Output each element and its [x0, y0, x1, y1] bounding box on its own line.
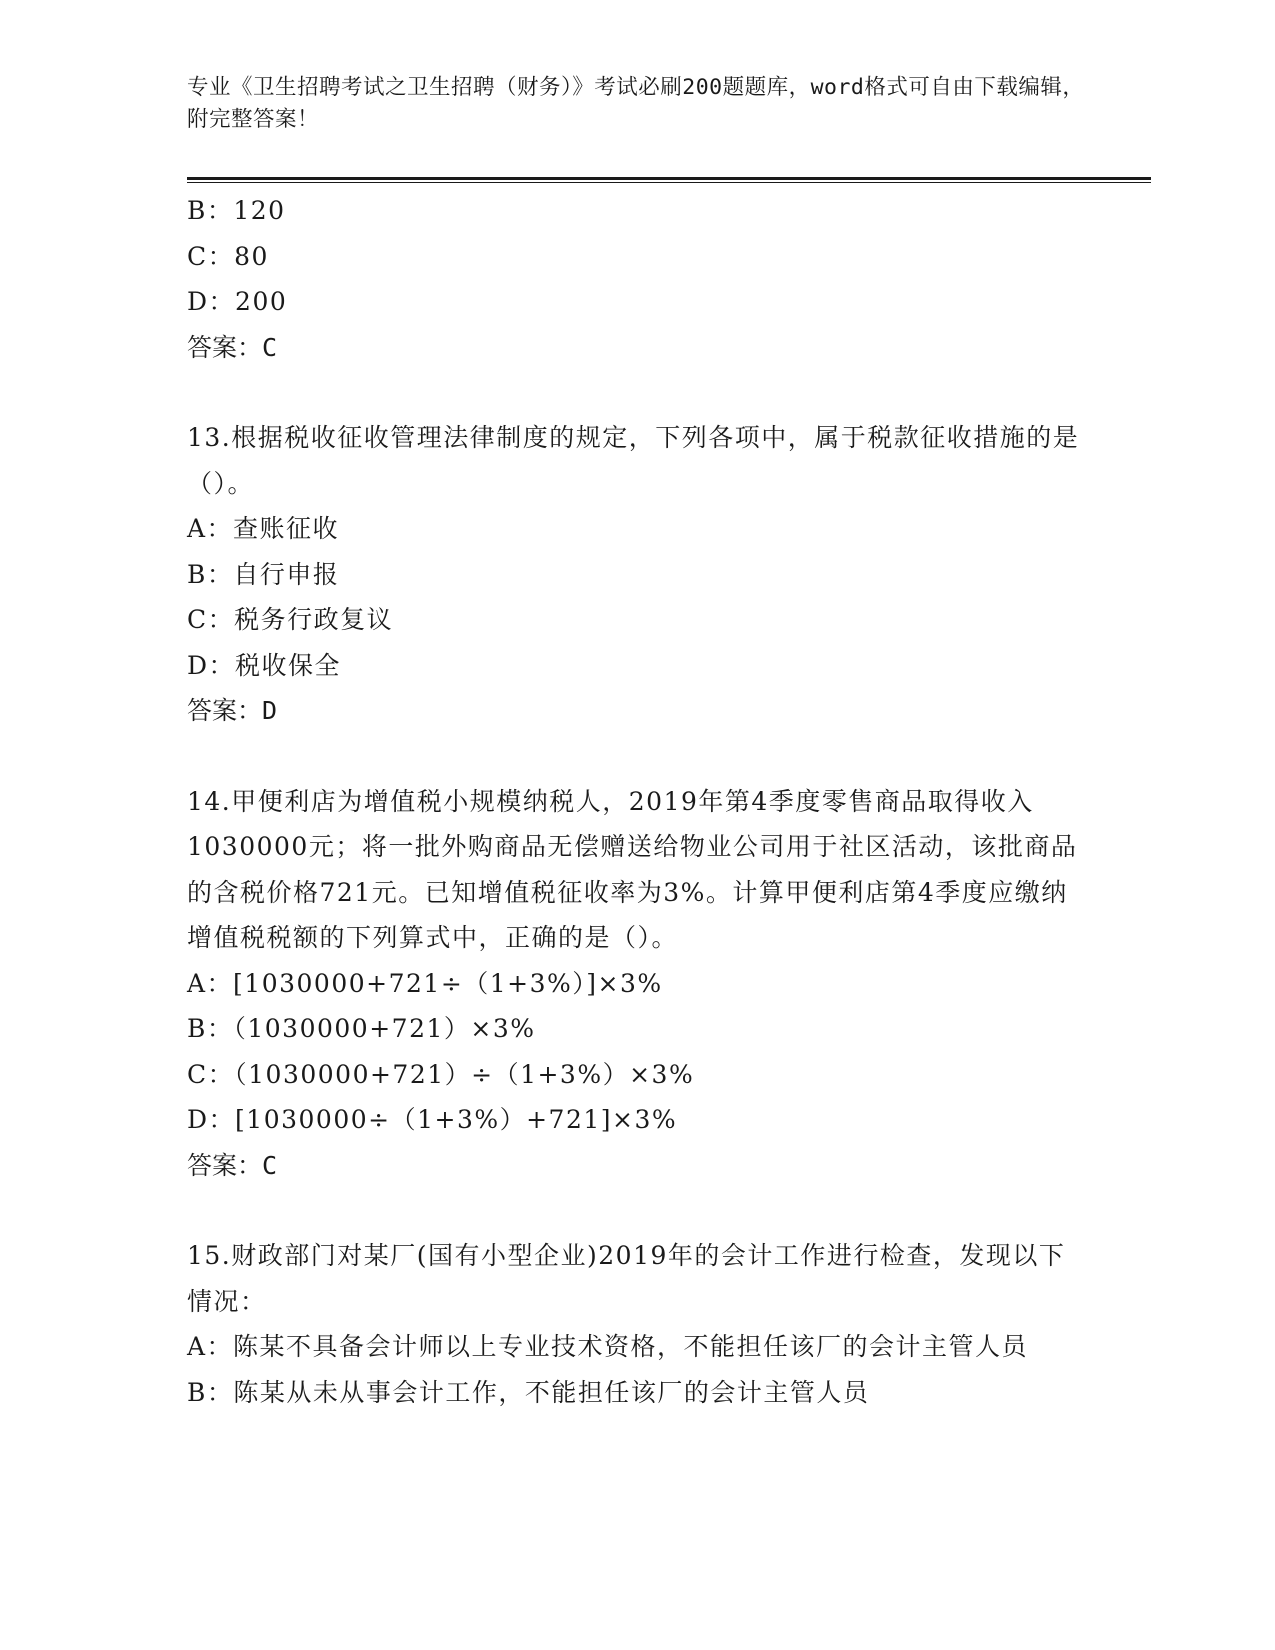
- document-header: [187, 72, 1087, 136]
- question-stem: 13.根据税收征收管理法律制度的规定，下列各项中，属于税款征收措施的是（）。: [187, 423, 1080, 498]
- question-15: [187, 1233, 1087, 1415]
- question-stem: 15.财政部门对某厂(国有小型企业)2019年的会计工作进行检查，发现以下情况：: [187, 1241, 1066, 1316]
- option-b: B：自行申报: [187, 559, 340, 589]
- option-d: D：200: [187, 287, 288, 316]
- option-a: A：查账征收: [187, 514, 340, 543]
- question-stem: 14.甲便利店为增值税小规模纳税人，2019年第4季度零售商品取得收入1030000元；将一批外购商品无偿赠送给物业公司用于社区活动，该批商品的含税价格721元。已知增值税征收率为3%。计算甲便利店第4季度应缴纳增值税税额的下列算式中，正确的是（）。: [187, 786, 1078, 952]
- option-c: C：税务行政复议: [187, 605, 394, 634]
- option-a: A：陈某不具备会计师以上专业技术资格，不能担任该厂的会计主管人员: [187, 1332, 1029, 1361]
- question-13: [187, 415, 1087, 734]
- header-divider: [187, 177, 1151, 183]
- header-text: 专业《卫生招聘考试之卫生招聘（财务）》考试必刷200题题库，word格式可自由下载编辑，附完整答案！: [187, 75, 1085, 132]
- option-b: B：（1030000+721）×3%: [187, 1014, 536, 1043]
- divider-thin-line: [187, 182, 1151, 183]
- option-d: D：税收保全: [187, 650, 342, 680]
- option-c: C：（1030000+721）÷（1+3%）×3%: [187, 1059, 695, 1089]
- question-14: [187, 779, 1087, 1189]
- answer: 答案：C: [187, 1150, 278, 1180]
- option-b: B：120: [187, 196, 286, 225]
- option-d: D：[1030000÷（1+3%）+721]×3%: [187, 1105, 678, 1134]
- answer: 答案：D: [187, 696, 278, 725]
- option-c: C：80: [187, 241, 269, 271]
- document-body: [187, 188, 1087, 1415]
- answer: 答案：C: [187, 332, 278, 362]
- option-b: B：陈某从未从事会计工作，不能担任该厂的会计主管人员: [187, 1377, 870, 1407]
- question-12-tail: [187, 188, 1087, 370]
- option-a: A：[1030000+721÷（1+3%）]×3%: [187, 968, 663, 998]
